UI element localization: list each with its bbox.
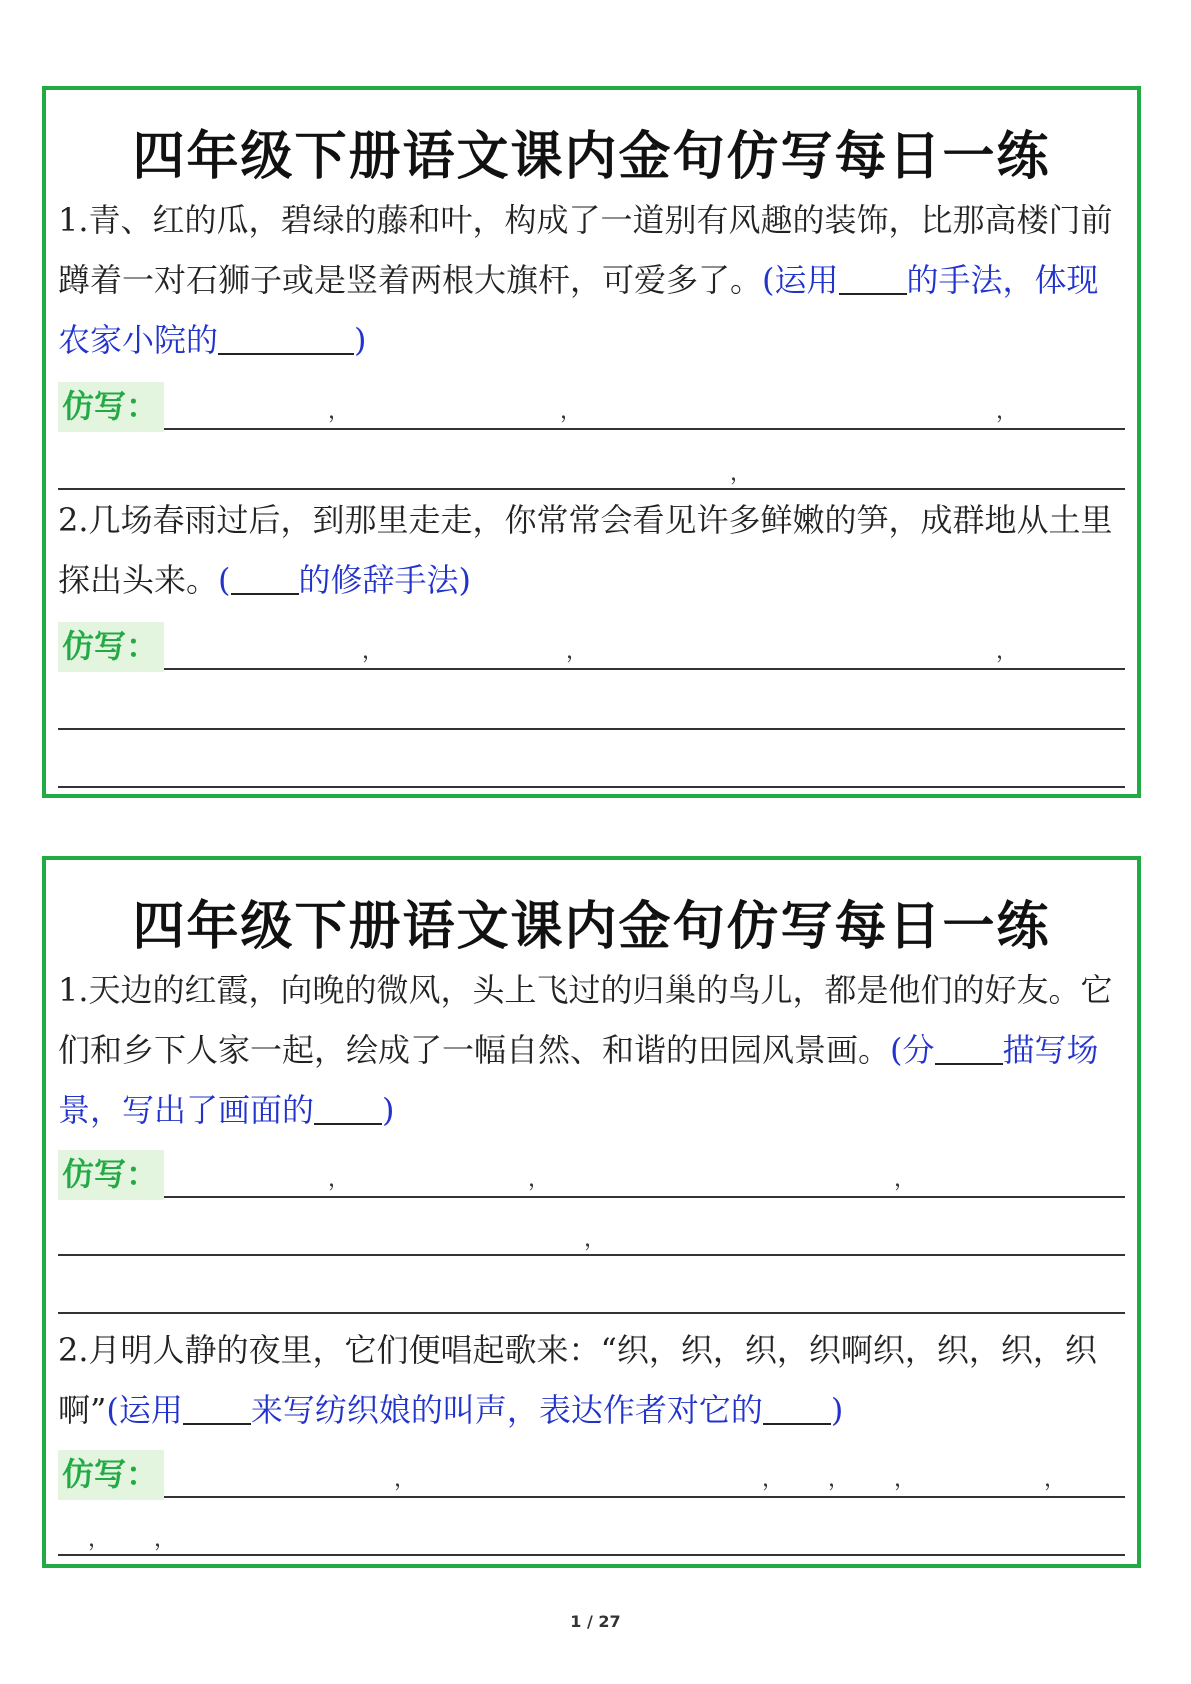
- fill-blank[interactable]: [218, 317, 354, 355]
- writing-line[interactable]: [164, 668, 1125, 670]
- fill-blank[interactable]: [839, 257, 907, 295]
- imitation-row: [58, 382, 1125, 430]
- question-2: [58, 1320, 1125, 1440]
- question-text: 1.天边的红霞，向晚的微风，头上飞过的归巢的鸟儿，都是他们的好友。它们和乡下人家一起，绘成了一幅自然、和谐的田园风景画。: [58, 971, 1113, 1069]
- question-text: 2.几场春雨过后，到那里走走，你常常会看见许多鲜嫩的笋，成群地从土里探出头来。: [58, 501, 1113, 599]
- comma-mark: ，: [328, 1167, 351, 1192]
- writing-line[interactable]: [58, 1554, 1125, 1556]
- comma-mark: ，: [730, 461, 753, 486]
- hint-prefix: (运用: [762, 261, 839, 299]
- hint-suffix: ): [354, 321, 367, 359]
- comma-mark: ，: [762, 1467, 785, 1492]
- question-1: [58, 190, 1125, 370]
- card-title: 四年级下册语文课内金句仿写每日一练: [132, 126, 1051, 187]
- writing-line[interactable]: [58, 1254, 1125, 1256]
- exercise-card-1: [42, 86, 1141, 798]
- fill-blank[interactable]: [763, 1387, 831, 1425]
- imitation-label: 仿写：: [58, 382, 164, 432]
- exercise-card-2: [42, 856, 1141, 1568]
- imitation-row: [58, 1450, 1125, 1498]
- writing-line[interactable]: [58, 728, 1125, 730]
- writing-line[interactable]: [58, 1312, 1125, 1314]
- writing-line[interactable]: [164, 1196, 1125, 1198]
- fill-blank[interactable]: [314, 1087, 382, 1125]
- hint-suffix: ): [830, 1391, 844, 1429]
- comma-mark: ，: [560, 399, 583, 424]
- question-text: 1.青、红的瓜，碧绿的藤和叶，构成了一道别有风趣的装饰，比那高楼门前蹲着一对石狮子或是竖着两根大旗杆，可爱多了。: [58, 201, 1113, 299]
- writing-line[interactable]: [58, 786, 1125, 788]
- comma-mark: ，: [996, 639, 1019, 664]
- card-title: 四年级下册语文课内金句仿写每日一练: [132, 896, 1051, 957]
- question-text: 2.月明人静的夜里，它们便唱起歌来：“织，织，织，织啊织，织，织，织啊”: [58, 1331, 1097, 1429]
- imitation-label: 仿写：: [58, 1450, 164, 1500]
- comma-mark: ，: [894, 1167, 917, 1192]
- comma-mark: ，: [1044, 1467, 1067, 1492]
- imitation-row: [58, 1150, 1125, 1198]
- hint-middle: 的手法，体现农家小院的: [58, 261, 1099, 359]
- imitation-row: [58, 622, 1125, 670]
- hint-middle: 描写场景，写出了画面的: [58, 1031, 1099, 1129]
- comma-mark: ，: [828, 1467, 851, 1492]
- imitation-label: 仿写：: [58, 1150, 164, 1200]
- fill-blank[interactable]: [231, 557, 299, 595]
- hint-prefix: (分: [890, 1031, 935, 1069]
- comma-mark: ，: [154, 1527, 177, 1552]
- comma-mark: ，: [362, 639, 385, 664]
- comma-mark: ，: [88, 1527, 111, 1552]
- comma-mark: ，: [328, 399, 351, 424]
- comma-mark: ，: [584, 1227, 607, 1252]
- fill-blank[interactable]: [183, 1387, 251, 1425]
- comma-mark: ，: [394, 1467, 417, 1492]
- hint-suffix: 的修辞手法): [298, 561, 471, 599]
- comma-mark: ，: [996, 399, 1019, 424]
- comma-mark: ，: [566, 639, 589, 664]
- writing-line[interactable]: [164, 1496, 1125, 1498]
- fill-blank[interactable]: [935, 1027, 1003, 1065]
- hint-middle: 来写纺织娘的叫声，表达作者对它的: [250, 1391, 763, 1429]
- writing-line[interactable]: [164, 428, 1125, 430]
- page-indicator: 1 / 27: [570, 1612, 621, 1631]
- comma-mark: ，: [528, 1167, 551, 1192]
- hint-prefix: (运用: [106, 1391, 183, 1429]
- imitation-label: 仿写：: [58, 622, 164, 672]
- hint-suffix: ): [382, 1091, 395, 1129]
- question-1: [58, 960, 1125, 1140]
- comma-mark: ，: [894, 1467, 917, 1492]
- hint-prefix: (: [218, 561, 231, 599]
- question-2: [58, 490, 1125, 610]
